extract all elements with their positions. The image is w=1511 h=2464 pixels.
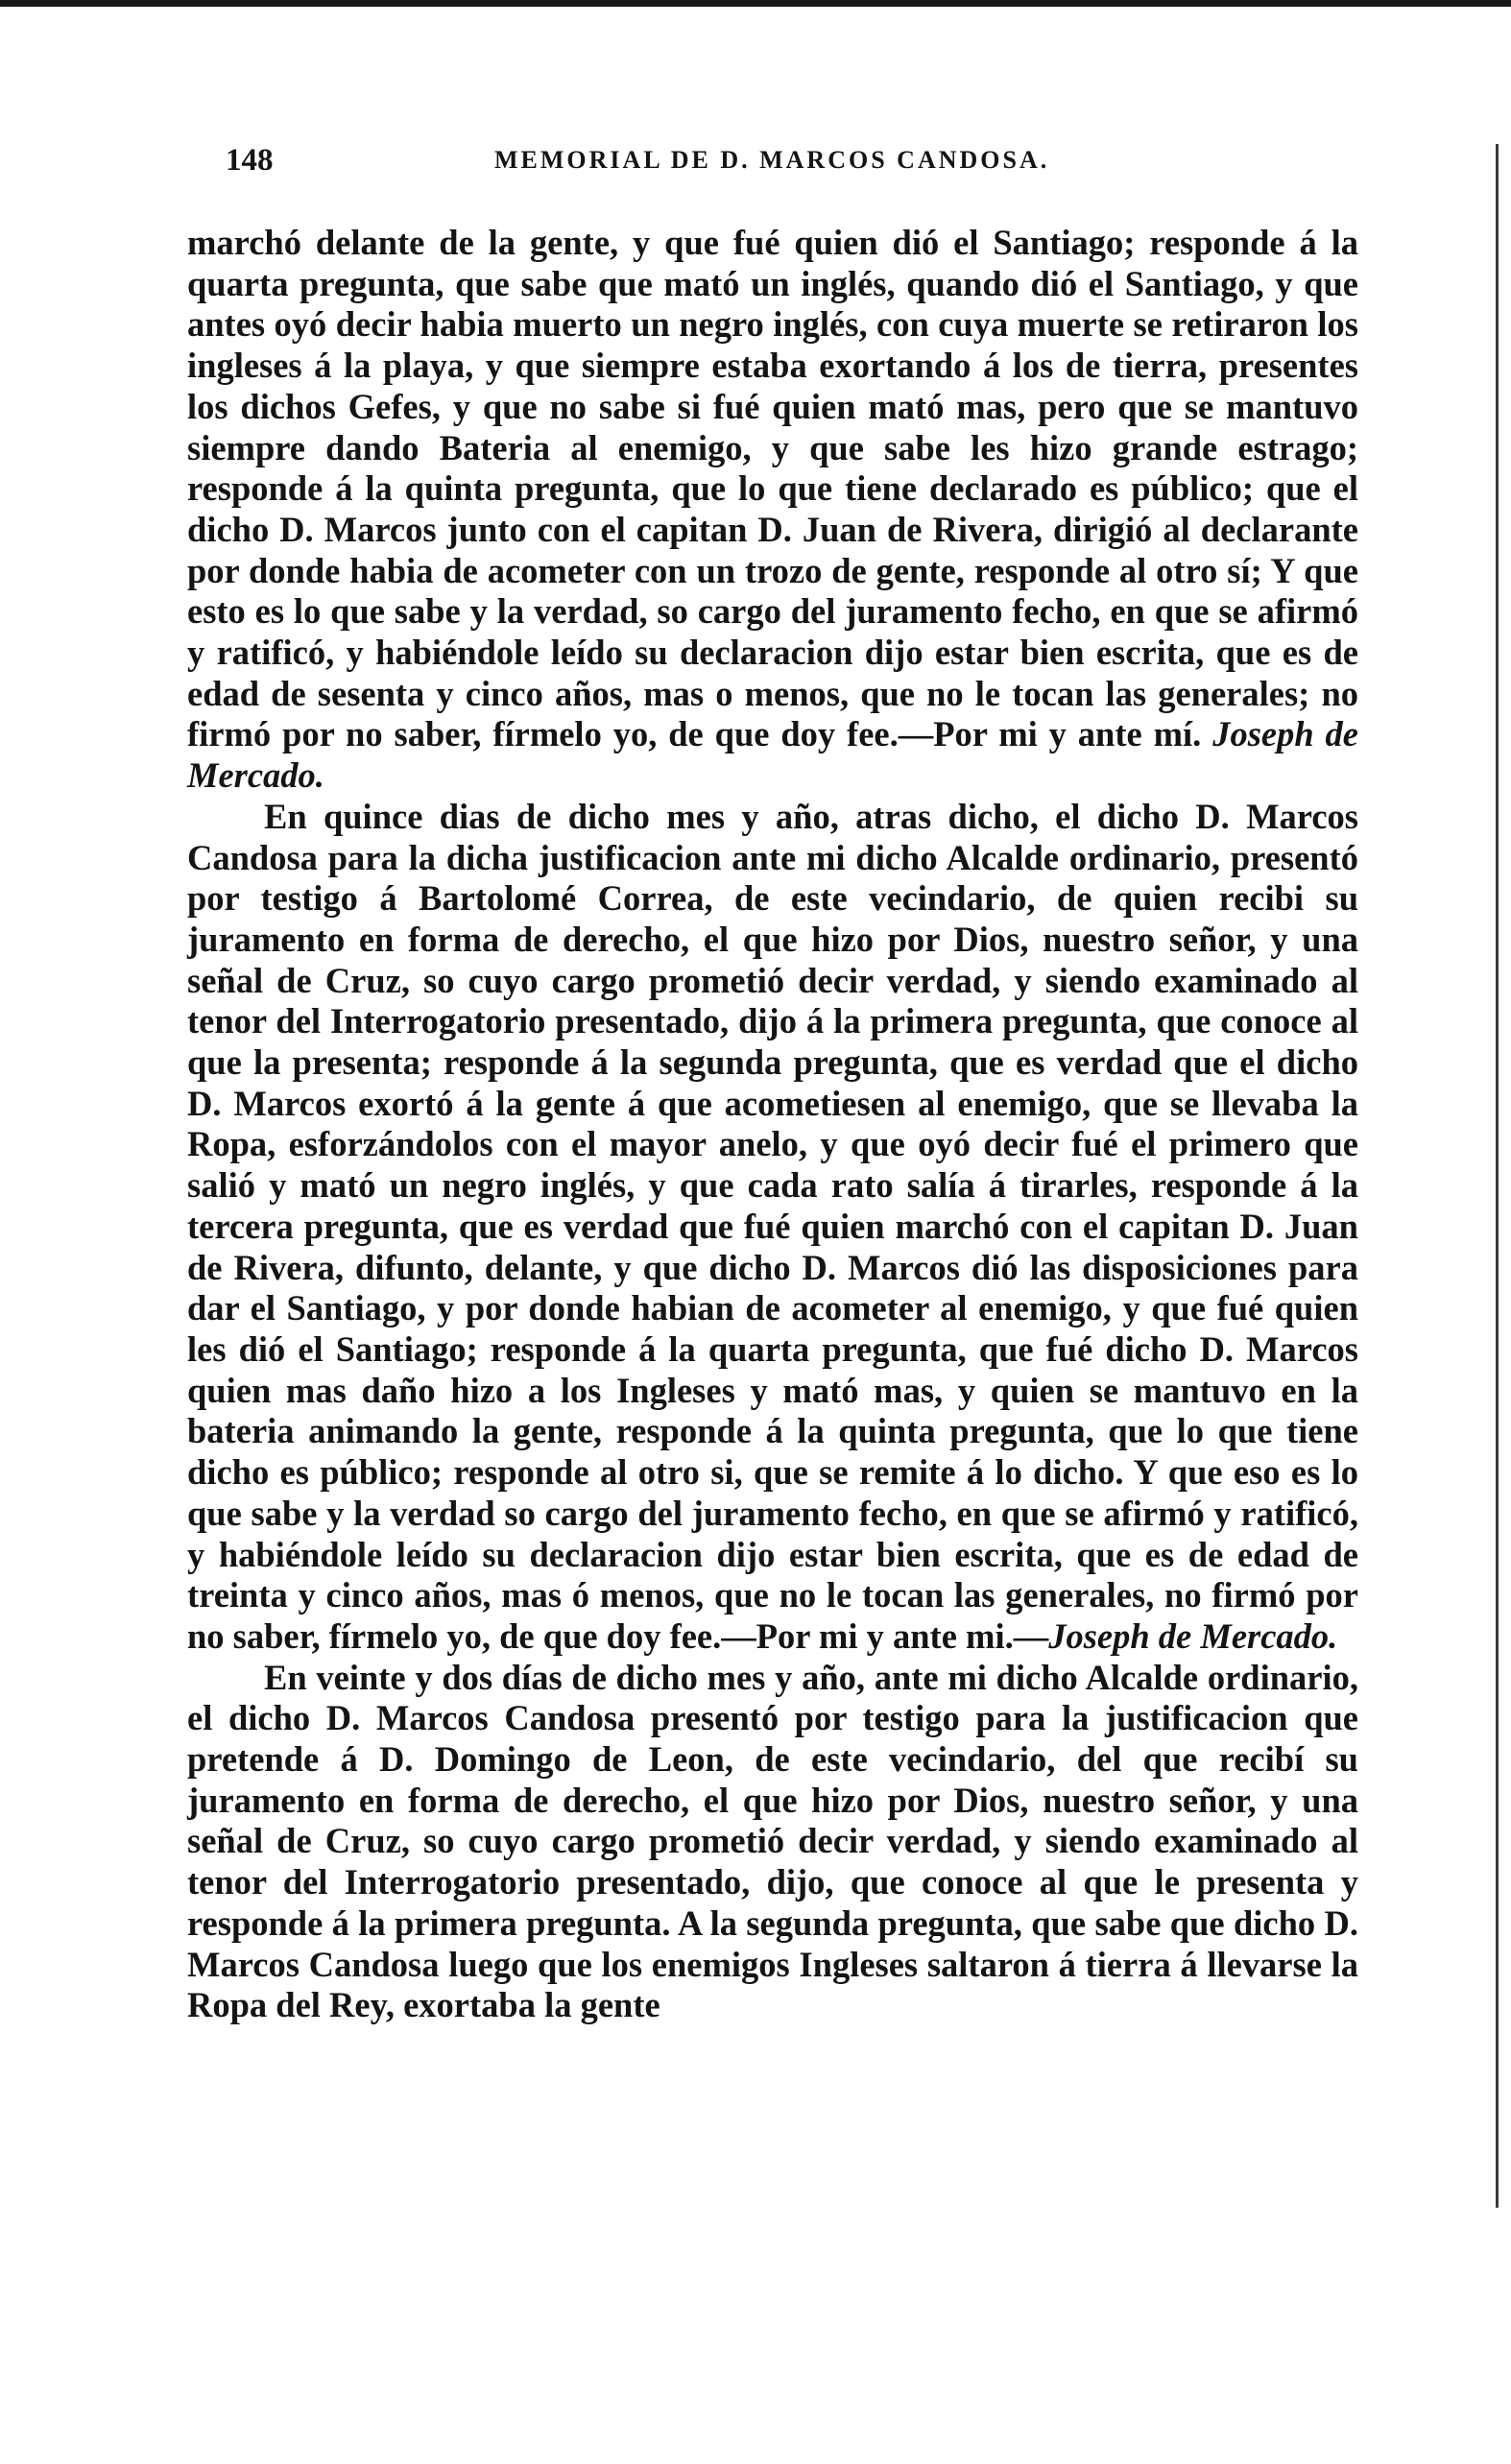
page-top-border: [0, 0, 1511, 7]
document-page: [187, 134, 1358, 2026]
paragraph-3-text: En veinte y dos días de dicho mes y año, ante mi dicho Alcalde ordinario, el dicho D. Marcos Candosa presentó por testigo para la justificacion que pretende á D. Domingo de Leon, de este vecindario, del que recibí su juramento en forma de derecho, el que hizo por Dios, nuestro señor, y una señal de Cruz, so cuyo cargo prometió decir verdad, y siendo examinado al tenor del Interrogatorio presentado, dijo, que conoce al que le presenta y responde á la primera pregunta. A la segunda pregunta, que sabe que dicho D. Marcos Candosa luego que los enemigos Ingleses saltaron á tierra á llevarse la Ropa del Rey, exortaba la gente: [187, 1657, 1358, 2025]
page-right-edge-rule: [1496, 144, 1499, 2208]
paragraph-2-text: En quince dias de dicho mes y año, atras dicho, el dicho D. Marcos Candosa para la dicha justificacion ante mi dicho Alcalde ordinario, presentó por testigo á Bartolomé Correa, de este vecindario, de quien recibi su juramento en forma de derecho, el que hizo por Dios, nuestro señor, y una señal de Cruz, so cuyo cargo prometió decir verdad, y siendo examinado al tenor del Interrogatorio presentado, dijo á la primera pregunta, que conoce al que la presenta; responde á la segunda pregunta, que es verdad que el dicho D. Marcos exortó á la gente á que acometiesen al enemigo, que se llevaba la Ropa, esforzándolos con el mayor anelo, y que oyó decir fué el primero que salió y mató un negro inglés, y que cada rato salía á tirarles, responde á la tercera pregunta, que es verdad que fué quien marchó con el capitan D. Juan de Rivera, difunto, delante, y que dicho D. Marcos dió las disposiciones para dar el Santiago, y por donde habian de acometer al enemigo, y que fué quien les dió el Santiago; responde á la quarta pregunta, que fué dicho D. Marcos quien mas daño hizo a los Ingleses y mató mas, y quien se mantuvo en la bateria animando la gente, responde á la quinta pregunta, que lo que tiene dicho es público; responde al otro si, que se remite á lo dicho. Y que eso es lo que sabe y la verdad so cargo del juramento fecho, en que se afirmó y ratificó, y habiéndole leído su declaracion dijo estar bien escrita, que es de edad de treinta y cinco años, mas ó menos, que no le tocan las generales, no firmó por no saber, fírmelo yo, de que doy fee.—Por mi y ante mi.—: [187, 796, 1358, 1656]
paragraph-2-signature: Joseph de Mercado.: [1048, 1615, 1338, 1656]
paragraph-3: [187, 1658, 1358, 2026]
paragraph-1-text: marchó delante de la gente, y que fué quien dió el Santiago; responde á la quarta pregunta, que sabe que mató un inglés, quando dió el Santiago, y que antes oyó decir habia muerto un negro inglés, con cuya muerte se retiraron los ingleses á la playa, y que siempre estaba exortando á los de tierra, presentes los dichos Gefes, y que no sabe si fué quien mató mas, pero que se mantuvo siempre dando Bateria al enemigo, y que sabe les hizo grande estrago; responde á la quinta pregunta, que lo que tiene declarado es público; que el dicho D. Marcos junto con el capitan D. Juan de Rivera, dirigió al declarante por donde habia de acometer con un trozo de gente, responde al otro sí; Y que esto es lo que sabe y la verdad, so cargo del juramento fecho, en que se afirmó y ratificó, y habiéndole leído su declaracion dijo estar bien escrita, que es de edad de sesenta y cinco años, mas o menos, que no le tocan las generales; no firmó por no saber, fírmelo yo, de que doy fee.—Por mi y ante mí.: [187, 223, 1358, 754]
page-number: 148: [226, 143, 274, 178]
body-text: [187, 223, 1358, 2026]
paragraph-1-signature: Joseph de Mercado.: [187, 714, 1359, 796]
running-title: MEMORIAL DE D. MARCOS CANDOSA.: [494, 146, 1050, 174]
running-head: [187, 134, 1358, 186]
paragraph-2: [187, 797, 1358, 1658]
paragraph-1: [187, 223, 1358, 797]
